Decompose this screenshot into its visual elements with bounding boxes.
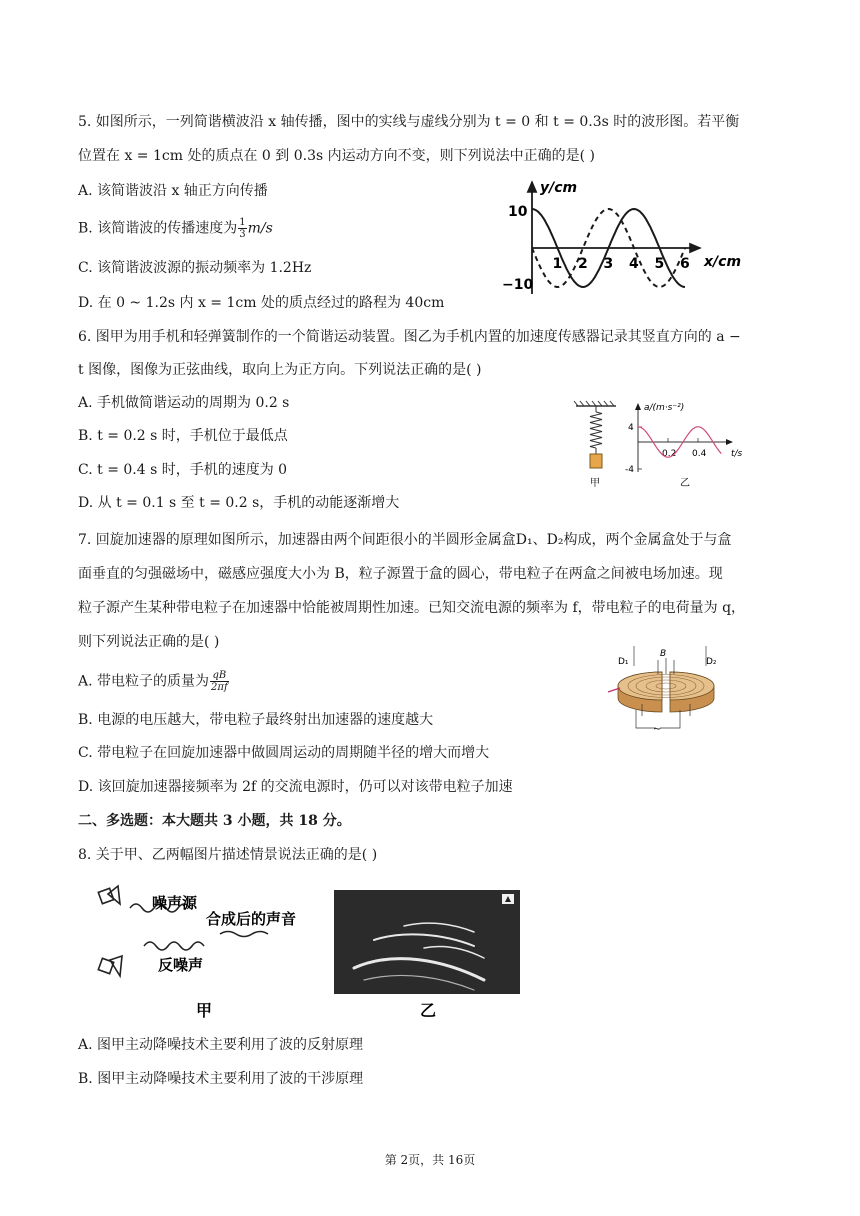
q6-label-yi: 乙 — [680, 478, 690, 489]
q5-option-b-denominator: 3 — [239, 229, 246, 240]
q7-stem-line3: 粒子源产生某种带电粒子在加速器中恰能被周期性加速。已知交流电源的频率为 f，带电粒子的电荷量为 q， — [78, 600, 746, 616]
q5-option-d: D. 在 0 ~ 1.2s 内 x = 1cm 处的质点经过的路程为 40cm — [78, 295, 445, 311]
page-footer: 第 2页，共 16页 — [384, 1153, 476, 1167]
q7-option-a-numerator: qB — [210, 670, 229, 682]
q5-x-tick: 2 — [578, 256, 588, 272]
q7-cyclotron-figure — [606, 644, 724, 736]
q5-stem-line1: 5. 如图所示，一列简谐横波沿 x 轴传播，图中的实线与虚线分别为 t = 0 和 t = 0.3s 时的波形图。若平衡 — [78, 114, 740, 130]
q5-stem-line2: 位置在 x = 1cm 处的质点在 0 到 0.3s 内运动方向不变，则下列说法中正确的是( ) — [78, 148, 595, 164]
q7-option-b: B. 电源的电压越大，带电粒子最终射出加速器的速度越大 — [78, 712, 434, 728]
q7-dee-right — [670, 672, 714, 712]
q8-combined-wave — [220, 932, 268, 937]
q6-t-ticks — [662, 438, 707, 459]
q8-speaker-top-icon — [98, 886, 120, 904]
q6-spring-coil — [590, 412, 602, 448]
q6-t-label: t/s — [731, 449, 743, 459]
q8-speaker-bottom-icon — [98, 956, 122, 976]
q5-option-a: A. 该简谐波沿 x 轴正方向传播 — [78, 183, 268, 199]
q6-option-b: B. t = 0.2 s 时，手机位于最低点 — [78, 428, 288, 444]
q6-option-a: A. 手机做简谐运动的周期为 0.2 s — [78, 395, 290, 411]
q5-x-label: x/cm — [704, 254, 742, 270]
q8-anti-noise-label: 反噪声 — [158, 956, 204, 974]
q8-noise-source-label: 噪声源 — [152, 894, 198, 912]
q5-x-tick: 5 — [654, 256, 665, 272]
section-two-heading: 二、多选题：本大题共 3 小题，共 18 分。 — [78, 813, 351, 829]
q5-x-tick: 1 — [552, 256, 563, 272]
q8-label-jia: 甲 — [196, 1001, 213, 1020]
q8-dark-photo — [334, 890, 520, 994]
q5-option-c: C. 该简谐波波源的振动频率为 1.2Hz — [78, 260, 312, 276]
q7-ac-symbol: ~ — [653, 724, 662, 735]
q8-anti-noise-wave — [144, 942, 204, 950]
q7-stem-line2: 面垂直的匀强磁场中，磁感应强度大小为 B，粒子源置于盒的圆心，带电粒子在两盒之间被电场加速。现 — [78, 566, 723, 582]
q6-stem-line2: t 图像，图像为正弦曲线，取向上为正方向。下列说法正确的是( ) — [78, 362, 482, 378]
q5-y-tick-bottom: −10 — [502, 277, 534, 293]
q7-option-a-fraction — [210, 670, 229, 693]
q6-option-c: C. t = 0.4 s 时，手机的速度为 0 — [78, 462, 288, 478]
q6-t-tick: 0.2 — [662, 449, 677, 459]
q7-option-a — [78, 670, 230, 693]
q6-phone-block — [590, 454, 602, 468]
q5-option-b-numerator: 1 — [239, 217, 246, 228]
q8-figure-yi — [334, 890, 520, 1022]
q7-stem-line1: 7. 回旋加速器的原理如图所示，加速器由两个间距很小的半圆形金属盒D₁、D₂构成，两个金属盒处于与盒 — [78, 532, 732, 548]
q8-label-yi: 乙 — [420, 1001, 437, 1020]
q8-option-a: A. 图甲主动降噪技术主要利用了波的反射原理 — [78, 1037, 364, 1053]
q7-dee-left — [618, 672, 662, 712]
q6-option-d: D. 从 t = 0.1 s 至 t = 0.2 s，手机的动能逐渐增大 — [78, 495, 400, 511]
q7-option-a-denominator: 2πf — [211, 682, 228, 693]
q8-combined-sound-label: 合成后的声音 — [206, 910, 297, 928]
q5-option-b-fraction — [238, 217, 246, 240]
q5-x-tick: 6 — [680, 256, 690, 272]
q8-figure-jia — [86, 876, 318, 1022]
q7-option-a-text: A. 带电粒子的质量为 — [78, 673, 210, 690]
q6-t-tick: 0.4 — [692, 449, 707, 459]
q5-x-tick: 4 — [629, 256, 639, 272]
q5-y-tick-top: 10 — [508, 204, 528, 220]
q6-y-tick-top: 4 — [628, 423, 634, 433]
q6-label-jia: 甲 — [590, 478, 600, 489]
q6-stem-line1: 6. 图甲为用手机和轻弹簧制作的一个简谐运动装置。图乙为手机内置的加速度传感器记录其竖直方向的 a − — [78, 329, 741, 345]
q7-stem-line4: 则下列说法正确的是( ) — [78, 634, 220, 650]
q7-b-label: B — [660, 649, 667, 659]
q8-stem: 8. 关于甲、乙两幅图片描述情景说法正确的是( ) — [78, 847, 378, 863]
q8-option-b: B. 图甲主动降噪技术主要利用了波的干涉原理 — [78, 1071, 364, 1087]
q7-option-d: D. 该回旋加速器接频率为 2f 的交流电源时，仍可以对该带电粒子加速 — [78, 779, 513, 795]
q6-figure — [572, 398, 752, 490]
q7-option-c: C. 带电粒子在回旋加速器中做圆周运动的周期随半径的增大而增大 — [78, 745, 490, 761]
q5-x-tick: 3 — [603, 256, 614, 272]
q5-wave-figure — [496, 176, 746, 300]
q6-a-label: a/(m·s⁻²) — [644, 403, 685, 413]
q6-y-tick-bottom: -4 — [625, 465, 634, 475]
q7-d2-label: D₂ — [706, 657, 717, 667]
q5-option-b-text: B. 该简谐波的传播速度为 — [78, 220, 238, 237]
q5-option-b — [78, 217, 273, 240]
q7-d1-label: D₁ — [618, 657, 629, 667]
q5-option-b-unit: m/s — [247, 220, 273, 237]
q5-y-label: y/cm — [540, 180, 578, 196]
q6-spring-device — [574, 401, 616, 468]
